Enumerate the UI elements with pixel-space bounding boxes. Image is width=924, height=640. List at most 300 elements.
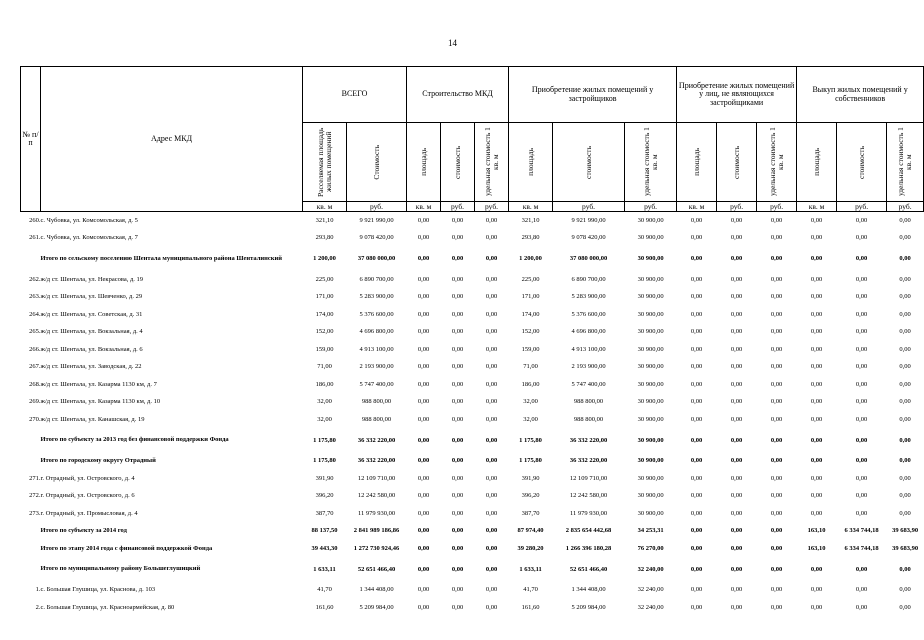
- value-cell: 0,00: [451, 293, 464, 301]
- value-cell: 0,00: [451, 217, 464, 224]
- value-cell: 2 841 989 186,86: [353, 527, 400, 535]
- table-row: [21, 341, 924, 359]
- value-cell: 0,00: [810, 363, 823, 371]
- value-cell: 0,00: [690, 436, 703, 444]
- value-cell: 0,00: [810, 415, 823, 423]
- value-cell: 0,00: [485, 436, 498, 444]
- value-cell: 0,00: [810, 255, 823, 262]
- value-cell: 0,00: [770, 474, 783, 482]
- subheader-area: площадь: [797, 123, 837, 202]
- value-cell: 0,00: [899, 565, 911, 573]
- table-row: [21, 411, 924, 429]
- subheader-area: площадь: [509, 123, 553, 202]
- value-cell: 41,70: [523, 586, 538, 594]
- address-cell: г. Отрадный, ул. Островского, д. 6: [40, 492, 135, 500]
- value-cell: 161,60: [521, 603, 540, 611]
- subheader-cost: стоимость: [717, 123, 757, 202]
- value-cell: 0,00: [417, 457, 430, 465]
- table-row: [21, 505, 924, 523]
- value-cell: 0,00: [690, 509, 703, 517]
- value-cell: 0,00: [690, 363, 703, 371]
- value-cell: 0,00: [730, 310, 743, 318]
- table-row: [21, 393, 924, 411]
- value-cell: 1 175,80: [313, 436, 336, 444]
- subheader-resettled-area: Расселяемая площадь жилых помещений: [303, 123, 347, 202]
- row-number: 260.: [29, 217, 41, 224]
- row-number: [21, 428, 41, 452]
- value-cell: 9 921 990,00: [571, 217, 606, 224]
- value-cell: 0,00: [451, 436, 464, 444]
- value-cell: 0,00: [485, 398, 498, 406]
- value-cell: 5 283 900,00: [571, 293, 606, 301]
- value-cell: 0,00: [899, 398, 911, 406]
- value-cell: 186,00: [315, 380, 334, 388]
- value-cell: 9 078 420,00: [571, 234, 606, 242]
- value-cell: 0,00: [690, 415, 703, 423]
- row-number: 261.: [29, 234, 41, 242]
- value-cell: 0,00: [451, 345, 464, 353]
- value-cell: 0,00: [770, 457, 783, 465]
- address-cell: ж/д ст. Шентала, ул. Вокзальная, д. 6: [40, 345, 143, 353]
- value-cell: 2 193 900,00: [571, 363, 606, 371]
- value-cell: 0,00: [855, 415, 868, 423]
- page-number: 14: [448, 38, 457, 48]
- value-cell: 0,00: [730, 217, 743, 224]
- value-cell: 0,00: [417, 474, 430, 482]
- value-cell: 0,00: [690, 492, 703, 500]
- value-cell: 0,00: [451, 328, 464, 336]
- value-cell: 174,00: [521, 310, 540, 318]
- row-number: 272.: [29, 492, 41, 500]
- value-cell: 0,00: [855, 293, 868, 301]
- value-cell: 37 080 000,00: [357, 255, 396, 262]
- row-number: [21, 522, 41, 540]
- address-cell: с. Чубовка, ул. Комсомольская, д. 7: [40, 234, 138, 242]
- value-cell: 321,10: [315, 217, 334, 224]
- value-cell: 171,00: [315, 293, 334, 301]
- value-cell: 391,90: [521, 474, 540, 482]
- value-cell: 0,00: [899, 234, 911, 242]
- value-cell: 0,00: [690, 603, 703, 611]
- unit-label: руб.: [837, 202, 887, 212]
- value-cell: 0,00: [810, 565, 823, 573]
- value-cell: 11 979 930,00: [569, 509, 608, 517]
- value-cell: 87 974,40: [517, 527, 544, 535]
- value-cell: 0,00: [730, 527, 743, 535]
- value-cell: 34 253,31: [637, 527, 664, 535]
- subtotal-row: [21, 428, 924, 452]
- value-cell: 1 200,00: [519, 255, 542, 262]
- value-cell: 30 900,00: [637, 328, 664, 336]
- row-number: [21, 452, 41, 470]
- subheader-cost: Стоимость: [347, 123, 407, 202]
- unit-label: руб.: [625, 202, 677, 212]
- value-cell: 0,00: [810, 345, 823, 353]
- value-cell: 0,00: [417, 603, 430, 611]
- value-cell: 71,00: [523, 363, 538, 371]
- value-cell: 1 200,00: [313, 255, 336, 262]
- value-cell: 0,00: [730, 492, 743, 500]
- row-number: 268.: [29, 380, 41, 388]
- subtotal-row: [21, 452, 924, 470]
- header-buyout: Выкуп жилых помещений у собственников: [797, 67, 924, 123]
- value-cell: 0,00: [485, 345, 498, 353]
- address-cell: ж/д ст. Шентала, ул. Заводская, д. 22: [40, 363, 142, 371]
- value-cell: 988 800,00: [573, 398, 604, 406]
- unit-label: руб.: [887, 202, 924, 212]
- value-cell: 37 080 000,00: [569, 255, 608, 262]
- value-cell: 0,00: [855, 363, 868, 371]
- value-cell: 0,00: [485, 457, 498, 465]
- value-cell: 0,00: [730, 345, 743, 353]
- value-cell: 5 209 984,00: [571, 603, 606, 611]
- address-cell: г. Отрадный, ул. Островского, д. 4: [40, 474, 135, 482]
- row-number: 267.: [29, 363, 41, 371]
- value-cell: 0,00: [810, 234, 823, 242]
- value-cell: 0,00: [899, 492, 911, 500]
- value-cell: 4 696 800,00: [359, 328, 394, 336]
- value-cell: 0,00: [770, 398, 783, 406]
- value-cell: 30 900,00: [637, 234, 664, 242]
- value-cell: 0,00: [451, 565, 464, 573]
- value-cell: 0,00: [730, 415, 743, 423]
- value-cell: 6 890 700,00: [359, 275, 394, 283]
- unit-label: руб.: [757, 202, 797, 212]
- value-cell: 0,00: [451, 544, 464, 552]
- subtotal-row: [21, 557, 924, 581]
- subheader-cost: стоимость: [837, 123, 887, 202]
- value-cell: 0,00: [770, 255, 783, 262]
- value-cell: 0,00: [417, 415, 430, 423]
- value-cell: 0,00: [417, 565, 430, 573]
- value-cell: 0,00: [855, 345, 868, 353]
- row-number: 270.: [29, 415, 41, 423]
- value-cell: 0,00: [810, 586, 823, 594]
- value-cell: 0,00: [810, 380, 823, 388]
- header-purchase-non-developers: Приобретение жилых помещений у лиц, не являющихся застройщиками: [677, 67, 797, 123]
- value-cell: 0,00: [485, 586, 498, 594]
- header-purchase-developers: Приобретение жилых помещений у застройщиков: [509, 67, 677, 123]
- value-cell: 0,00: [810, 293, 823, 301]
- value-cell: 0,00: [451, 474, 464, 482]
- value-cell: 0,00: [730, 234, 743, 242]
- value-cell: 0,00: [730, 565, 743, 573]
- address-cell: с. Чубовка, ул. Комсомольская, д. 5: [40, 217, 138, 224]
- value-cell: 0,00: [899, 457, 911, 465]
- value-cell: 5 747 400,00: [359, 380, 394, 388]
- value-cell: 0,00: [855, 492, 868, 500]
- value-cell: 0,00: [485, 363, 498, 371]
- value-cell: 0,00: [730, 255, 743, 262]
- value-cell: 0,00: [855, 509, 868, 517]
- value-cell: 1 633,11: [313, 565, 336, 573]
- value-cell: 9 921 990,00: [359, 217, 394, 224]
- value-cell: 0,00: [730, 436, 743, 444]
- value-cell: 32 240,00: [637, 603, 664, 611]
- value-cell: 0,00: [855, 310, 868, 318]
- value-cell: 0,00: [690, 527, 703, 535]
- address-cell: ж/д ст. Шентала, ул. Вокзальная, д. 4: [40, 328, 143, 336]
- value-cell: 5 283 900,00: [359, 293, 394, 301]
- value-cell: 30 900,00: [637, 293, 664, 301]
- value-cell: 32 240,00: [637, 586, 664, 594]
- value-cell: 0,00: [899, 363, 911, 371]
- value-cell: 4 913 100,00: [571, 345, 606, 353]
- value-cell: 0,00: [451, 380, 464, 388]
- value-cell: 0,00: [417, 527, 430, 535]
- value-cell: 396,20: [521, 492, 540, 500]
- value-cell: 30 900,00: [637, 492, 664, 500]
- value-cell: 1 266 396 180,28: [565, 544, 612, 552]
- value-cell: 0,00: [417, 275, 430, 283]
- value-cell: 0,00: [855, 380, 868, 388]
- value-cell: 30 900,00: [637, 363, 664, 371]
- row-number: 263.: [29, 293, 41, 301]
- value-cell: 30 900,00: [637, 380, 664, 388]
- unit-label: руб.: [475, 202, 509, 212]
- value-cell: 32,00: [317, 415, 332, 423]
- value-cell: 12 109 710,00: [357, 474, 396, 482]
- value-cell: 2 835 654 442,68: [565, 527, 612, 535]
- address-cell: Итого по сельскому поселению Шентала муниципального района Шенталинский: [40, 254, 282, 262]
- value-cell: 5 209 984,00: [359, 603, 394, 611]
- value-cell: 0,00: [810, 509, 823, 517]
- subheader-unit-cost: удельная стоимость 1 кв. м: [625, 123, 677, 202]
- value-cell: 0,00: [899, 217, 911, 224]
- value-cell: 159,00: [521, 345, 540, 353]
- value-cell: 30 900,00: [637, 345, 664, 353]
- value-cell: 0,00: [485, 527, 498, 535]
- value-cell: 76 270,00: [637, 544, 664, 552]
- value-cell: 0,00: [810, 603, 823, 611]
- value-cell: 11 979 930,00: [357, 509, 396, 517]
- value-cell: 0,00: [899, 345, 911, 353]
- value-cell: 39 683,90: [892, 527, 919, 535]
- value-cell: 0,00: [899, 328, 911, 336]
- value-cell: 0,00: [899, 380, 911, 388]
- value-cell: 0,00: [485, 492, 498, 500]
- table-row: [21, 288, 924, 306]
- value-cell: 0,00: [810, 398, 823, 406]
- value-cell: 174,00: [315, 310, 334, 318]
- value-cell: 0,00: [690, 255, 703, 262]
- value-cell: 0,00: [485, 603, 498, 611]
- value-cell: 0,00: [451, 275, 464, 283]
- value-cell: 1 175,80: [313, 457, 336, 465]
- subheader-unit-cost: удельная стоимость 1 кв. м: [887, 123, 924, 202]
- value-cell: 0,00: [855, 586, 868, 594]
- value-cell: 0,00: [770, 363, 783, 371]
- value-cell: 0,00: [451, 586, 464, 594]
- value-cell: 0,00: [899, 586, 911, 594]
- value-cell: 0,00: [690, 217, 703, 224]
- table-row: [21, 581, 924, 599]
- value-cell: 52 651 466,40: [357, 565, 396, 573]
- value-cell: 0,00: [417, 398, 430, 406]
- value-cell: 0,00: [770, 436, 783, 444]
- value-cell: 0,00: [417, 544, 430, 552]
- value-cell: 0,00: [485, 328, 498, 336]
- value-cell: 88 137,50: [311, 527, 338, 535]
- row-number: 1.: [35, 586, 41, 594]
- value-cell: 5 747 400,00: [571, 380, 606, 388]
- address-cell: ж/д ст. Шентала, ул. Казарма 1130 км, д. 10: [40, 398, 161, 406]
- value-cell: 0,00: [855, 603, 868, 611]
- value-cell: 0,00: [899, 474, 911, 482]
- address-cell: ж/д ст. Шентала, ул. Советская, д. 31: [40, 310, 143, 318]
- value-cell: 0,00: [730, 380, 743, 388]
- address-cell: ж/д ст. Шентала, ул. Казарма 1130 км, д. 7: [40, 380, 157, 388]
- housing-resettlement-table: [20, 66, 924, 616]
- value-cell: 1 633,11: [519, 565, 542, 573]
- value-cell: 0,00: [451, 310, 464, 318]
- unit-label: кв. м: [407, 202, 441, 212]
- unit-label: кв. м: [797, 202, 837, 212]
- value-cell: 0,00: [770, 586, 783, 594]
- table-row: [21, 376, 924, 394]
- address-cell: с. Большая Глушица, ул. Красноармейская, д. 80: [40, 603, 175, 611]
- value-cell: 30 900,00: [637, 217, 664, 224]
- unit-label: кв. м: [677, 202, 717, 212]
- value-cell: 30 900,00: [637, 398, 664, 406]
- value-cell: 0,00: [810, 474, 823, 482]
- value-cell: 0,00: [810, 328, 823, 336]
- value-cell: 6 334 744,18: [844, 527, 879, 535]
- value-cell: 0,00: [810, 436, 823, 444]
- value-cell: 0,00: [899, 509, 911, 517]
- subtotal-row: [21, 540, 924, 558]
- value-cell: 0,00: [451, 415, 464, 423]
- value-cell: 0,00: [730, 544, 743, 552]
- value-cell: 0,00: [485, 234, 498, 242]
- value-cell: 12 242 580,00: [357, 492, 396, 500]
- value-cell: 988 800,00: [361, 415, 392, 423]
- value-cell: 0,00: [485, 544, 498, 552]
- subtotal-row: [21, 522, 924, 540]
- value-cell: 0,00: [855, 398, 868, 406]
- value-cell: 0,00: [451, 234, 464, 242]
- row-number: 265.: [29, 328, 41, 336]
- subheader-cost: стоимость: [553, 123, 625, 202]
- value-cell: 36 332 220,00: [357, 436, 396, 444]
- value-cell: 0,00: [485, 217, 498, 224]
- value-cell: 0,00: [417, 363, 430, 371]
- value-cell: 0,00: [730, 474, 743, 482]
- value-cell: 0,00: [417, 345, 430, 353]
- value-cell: 6 334 744,18: [844, 544, 879, 552]
- value-cell: 0,00: [899, 415, 911, 423]
- value-cell: 391,90: [315, 474, 334, 482]
- value-cell: 0,00: [730, 363, 743, 371]
- value-cell: 30 900,00: [637, 275, 664, 283]
- value-cell: 0,00: [855, 275, 868, 283]
- value-cell: 2 193 900,00: [359, 363, 394, 371]
- value-cell: 32,00: [523, 398, 538, 406]
- value-cell: 0,00: [899, 310, 911, 318]
- value-cell: 0,00: [899, 436, 911, 444]
- unit-label: руб.: [553, 202, 625, 212]
- value-cell: 0,00: [899, 255, 911, 262]
- value-cell: 293,80: [521, 234, 540, 242]
- table-row: [21, 323, 924, 341]
- value-cell: 225,00: [315, 275, 334, 283]
- value-cell: 4 696 800,00: [571, 328, 606, 336]
- value-cell: 0,00: [770, 310, 783, 318]
- unit-label: руб.: [717, 202, 757, 212]
- value-cell: 0,00: [770, 509, 783, 517]
- value-cell: 225,00: [521, 275, 540, 283]
- value-cell: 0,00: [690, 380, 703, 388]
- row-number: [21, 557, 41, 581]
- value-cell: 0,00: [451, 457, 464, 465]
- value-cell: 0,00: [451, 255, 464, 262]
- row-number: [21, 540, 41, 558]
- header-address: Адрес МКД: [41, 67, 303, 212]
- value-cell: 0,00: [855, 457, 868, 465]
- value-cell: 0,00: [485, 380, 498, 388]
- value-cell: 0,00: [770, 293, 783, 301]
- row-number: 262.: [29, 275, 41, 283]
- value-cell: 36 332 220,00: [569, 436, 608, 444]
- address-cell: Итого по субъекту за 2013 год без финансовой поддержки Фонда: [40, 436, 229, 444]
- value-cell: 32,00: [317, 398, 332, 406]
- value-cell: 321,10: [521, 217, 540, 224]
- value-cell: 0,00: [690, 565, 703, 573]
- value-cell: 0,00: [770, 527, 783, 535]
- value-cell: 6 890 700,00: [571, 275, 606, 283]
- address-cell: Итого по муниципальному району Большеглушицкий: [40, 565, 201, 573]
- value-cell: 0,00: [690, 398, 703, 406]
- value-cell: 0,00: [770, 380, 783, 388]
- row-number: 2.: [35, 603, 41, 611]
- value-cell: 0,00: [451, 603, 464, 611]
- row-number: [21, 247, 41, 271]
- row-number: 273.: [29, 509, 41, 517]
- unit-label: кв. м: [303, 202, 347, 212]
- value-cell: 5 376 600,00: [359, 310, 394, 318]
- unit-label: кв. м: [509, 202, 553, 212]
- value-cell: 396,20: [315, 492, 334, 500]
- value-cell: 0,00: [770, 217, 783, 224]
- subheader-unit-cost: удельная стоимость 1 кв. м: [475, 123, 509, 202]
- value-cell: 0,00: [485, 415, 498, 423]
- value-cell: 0,00: [730, 457, 743, 465]
- value-cell: 0,00: [690, 275, 703, 283]
- value-cell: 0,00: [899, 275, 911, 283]
- table-row: [21, 487, 924, 505]
- value-cell: 387,70: [315, 509, 334, 517]
- value-cell: 0,00: [855, 565, 868, 573]
- value-cell: 12 242 580,00: [569, 492, 608, 500]
- value-cell: 39 683,90: [892, 544, 919, 552]
- value-cell: 0,00: [417, 234, 430, 242]
- value-cell: 0,00: [770, 544, 783, 552]
- value-cell: 32 240,00: [637, 565, 664, 573]
- header-num: № п/п: [21, 67, 41, 212]
- value-cell: 163,10: [807, 544, 826, 552]
- row-number: 266.: [29, 345, 41, 353]
- value-cell: 36 332 220,00: [569, 457, 608, 465]
- unit-label: руб.: [441, 202, 475, 212]
- row-number: 271.: [29, 474, 41, 482]
- value-cell: 0,00: [810, 457, 823, 465]
- value-cell: 30 900,00: [637, 436, 664, 444]
- value-cell: 0,00: [451, 398, 464, 406]
- value-cell: 0,00: [730, 509, 743, 517]
- value-cell: 32,00: [523, 415, 538, 423]
- table-row: [21, 229, 924, 247]
- value-cell: 0,00: [899, 293, 911, 301]
